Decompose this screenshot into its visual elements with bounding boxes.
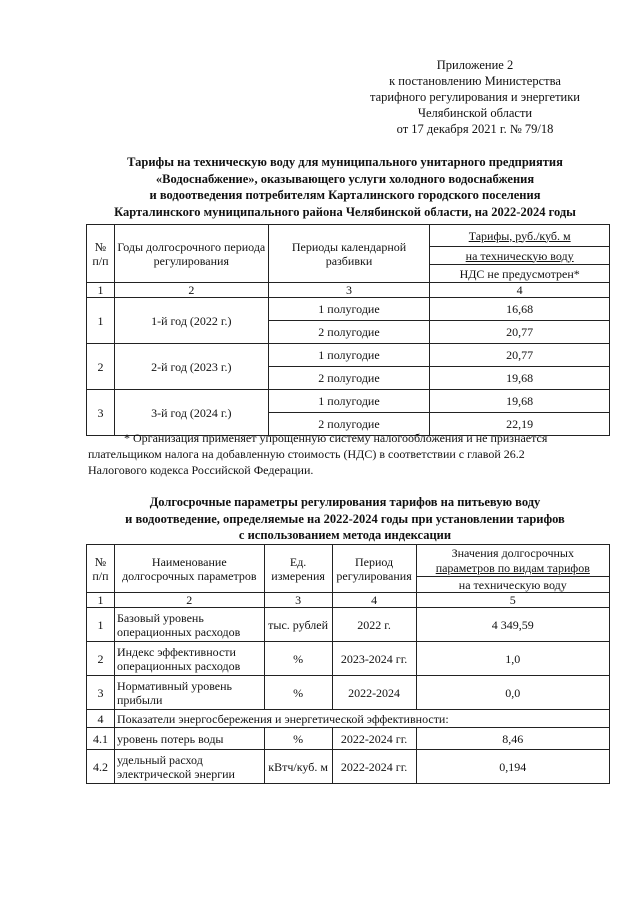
colnum: 4 [430, 283, 610, 298]
title-line: с использованием метода индексации [238, 528, 452, 542]
param-period: 2022-2024 гг. [332, 728, 416, 750]
colnum: 2 [114, 593, 264, 608]
param-name: Индекс эффективности операционных расходов [114, 642, 264, 676]
colnum: 4 [332, 593, 416, 608]
row-num: 1 [87, 298, 115, 344]
colnum: 3 [268, 283, 430, 298]
param-period: 2022 г. [332, 608, 416, 642]
row-period: 2 полугодие [268, 413, 430, 436]
param-value: 4 349,59 [416, 608, 609, 642]
param-value: 0,0 [416, 676, 609, 710]
colnum: 3 [264, 593, 332, 608]
row-year: 1-й год (2022 г.) [114, 298, 268, 344]
header-tariff: Тарифы, руб./куб. м [430, 225, 610, 247]
header-periods: Периоды календарной разбивки [268, 225, 430, 283]
title-line: Долгосрочные параметры регулирования тарифов на питьевую воду [149, 495, 541, 509]
param-unit: кВтч/куб. м [264, 750, 332, 784]
row-tariff: 19,68 [430, 390, 610, 413]
colnum: 1 [87, 593, 115, 608]
section-num: 4 [87, 710, 115, 728]
header-years: Годы долгосрочного периода регулирования [114, 225, 268, 283]
appendix-line: тарифного регулирования и энергетики [369, 90, 581, 104]
param-unit: % [264, 676, 332, 710]
appendix-header [340, 57, 610, 137]
param-num: 4.2 [87, 750, 115, 784]
header-value-sub: параметров по видам тарифов [416, 561, 609, 577]
header-vat: НДС не предусмотрен* [430, 265, 610, 283]
colnum: 5 [416, 593, 609, 608]
row-tariff: 20,77 [430, 344, 610, 367]
param-period: 2022-2024 [332, 676, 416, 710]
title-line: Карталинского муниципального района Челябинской области, на 2022-2024 годы [114, 204, 576, 219]
row-tariff: 19,68 [430, 367, 610, 390]
row-period: 1 полугодие [268, 390, 430, 413]
param-num: 3 [87, 676, 115, 710]
row-year: 3-й год (2024 г.) [114, 390, 268, 436]
title-line: и водоотведение, определяемые на 2022-2024 годы при установлении тарифов [125, 511, 565, 526]
section-title: Показатели энергосбережения и энергетической эффективности: [114, 710, 609, 728]
param-unit: % [264, 642, 332, 676]
header-num: № п/п [87, 545, 115, 593]
param-period: 2022-2024 гг. [332, 750, 416, 784]
tariff-table [86, 224, 610, 436]
header-period: Период регулирования [332, 545, 416, 593]
appendix-line: от 17 декабря 2021 г. № 79/18 [396, 122, 554, 136]
param-period: 2023-2024 гг. [332, 642, 416, 676]
param-value: 0,194 [416, 750, 609, 784]
param-value: 8,46 [416, 728, 609, 750]
note-line: * Организация применяет упрощенную систему налогообложения и не признается [124, 431, 548, 445]
appendix-line: к постановлению Министерства [389, 74, 561, 88]
row-period: 1 полугодие [268, 298, 430, 321]
header-num: № п/п [87, 225, 115, 283]
param-value: 1,0 [416, 642, 609, 676]
note-line: плательщиком налога на добавленную стоимость (НДС) в соответствии с главой 26.2 [88, 447, 525, 461]
parameters-table [86, 544, 610, 784]
header-unit: Ед. измерения [264, 545, 332, 593]
row-period: 2 полугодие [268, 367, 430, 390]
row-tariff: 16,68 [430, 298, 610, 321]
row-tariff: 22,19 [430, 413, 610, 436]
header-name: Наименование долгосрочных параметров [114, 545, 264, 593]
param-num: 2 [87, 642, 115, 676]
param-num: 1 [87, 608, 115, 642]
row-period: 1 полугодие [268, 344, 430, 367]
title-line: «Водоснабжение», оказывающего услуги холодного водоснабжения [155, 171, 535, 186]
tax-footnote [88, 430, 608, 478]
title-line: Тарифы на техническую воду для муниципального унитарного предприятия [127, 155, 563, 169]
row-period: 2 полугодие [268, 321, 430, 344]
colnum: 1 [87, 283, 115, 298]
param-unit: % [264, 728, 332, 750]
row-num: 2 [87, 344, 115, 390]
tariff-title [80, 154, 610, 220]
parameters-title [80, 494, 610, 544]
appendix-line: Приложение 2 [436, 58, 514, 72]
param-name: Базовый уровень операционных расходов [114, 608, 264, 642]
param-name: Нормативный уровень прибыли [114, 676, 264, 710]
row-year: 2-й год (2023 г.) [114, 344, 268, 390]
param-name: удельный расход электрической энергии [114, 750, 264, 784]
param-name: уровень потерь воды [114, 728, 264, 750]
row-tariff: 20,77 [430, 321, 610, 344]
header-value: Значения долгосрочных [416, 545, 609, 561]
header-tariff-sub: на техническую воду [430, 247, 610, 265]
param-num: 4.1 [87, 728, 115, 750]
row-num: 3 [87, 390, 115, 436]
title-line: и водоотведения потребителям Карталинского городского поселения [149, 188, 541, 202]
note-line: Налогового кодекса Российской Федерации. [88, 463, 314, 477]
param-unit: тыс. рублей [264, 608, 332, 642]
colnum: 2 [114, 283, 268, 298]
header-value-type: на техническую воду [416, 577, 609, 593]
appendix-line: Челябинской области [417, 106, 533, 120]
